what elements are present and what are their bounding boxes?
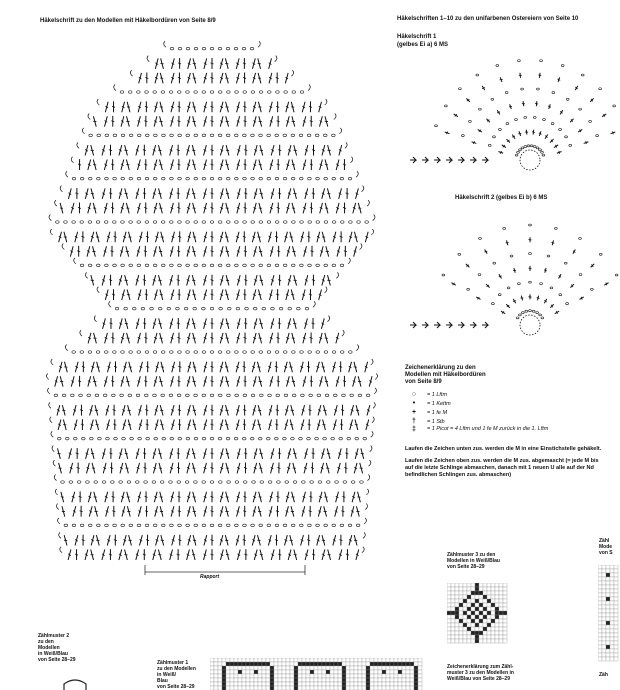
chain-stitch-icon: ○ [411, 391, 417, 398]
legend-item-fem [405, 408, 605, 417]
count1-grid [210, 658, 425, 690]
edge-right-bottom: Zäh [599, 672, 608, 678]
edge-grid-cells [598, 565, 618, 661]
legend-text: = 1 Stb [427, 418, 445, 425]
single-crochet-icon: + [411, 409, 417, 416]
double-crochet-icon: † [412, 418, 416, 425]
egg-chart1-title: Häkelschrift 1 [397, 34, 437, 40]
count3-caption-line: Weiß/Blau von Seite 28–29 [447, 676, 510, 682]
count3-grid-cells [447, 583, 507, 643]
count3-caption-line: Zeichenerklärung zum Zähl- [447, 664, 514, 670]
count2-motif [60, 678, 90, 690]
edge-line: Zähl [599, 538, 610, 544]
legend-text: = 1 fe M [427, 409, 448, 416]
main-chart-title: Häkelschrift zu den Modellen mit Häkelbordüren von Seite 8/9 [40, 18, 216, 24]
legend [405, 365, 605, 479]
legend-text: = 1 Lftm [427, 391, 448, 398]
count3-title-line: Modellen in Weiß/Blau [447, 558, 500, 564]
count1-title-line: in Weiß/ [157, 672, 177, 678]
count1-grid-cells [210, 658, 422, 690]
count2-title-line: Modellen [38, 645, 60, 651]
edge-line: Mode [599, 544, 613, 550]
count1-title-line: von Seite 28–29 [157, 684, 195, 690]
count3-title-line: von Seite 28–29 [447, 564, 485, 570]
count2-title-line: in Weiß/Blau [38, 651, 68, 657]
legend-paragraph-2: Laufen die Zeichen oben zus. werden die M zus. abgemascht (= jede M bis auf die letzte Schlinge abmaschen, danach mit 1 neuen U alle auf der Nd befindlichen Schlingen zus. abmaschen) [405, 458, 599, 478]
legend-item-picot [405, 426, 605, 440]
slip-stitch-icon: • [412, 400, 416, 407]
count1-title-line: Blau [157, 678, 168, 684]
egg-charts-title: Häkelschriften 1–10 zu den unifarbenen Ostereiern von Seite 10 [397, 16, 579, 22]
legend-title-1: Zeichenerklärung zu den [405, 365, 476, 371]
legend-paragraph-1: Laufen die Zeichen unten zus. werden die M in eine Einstichstelle gehäkelt. [405, 446, 602, 452]
edge-right-text [599, 538, 613, 556]
count2-title-line: zu den [38, 639, 54, 645]
count2-title-line: von Seite 28–29 [38, 657, 76, 663]
main-chart-symbols [46, 41, 377, 560]
count3-caption-line: muster 3 zu den Modellen in [447, 670, 514, 676]
count1-title-line: Zählmuster 1 [157, 660, 189, 666]
egg-chart-2-symbols [410, 224, 618, 335]
count2-title [38, 633, 76, 663]
legend-title-2: Modellen mit Häkelbordüren [405, 372, 486, 378]
count3-title-line: Zählmuster 3 zu den [447, 552, 496, 558]
edge-line: von S [599, 550, 613, 556]
egg-chart1-subtitle: (gelbes Ei a) 6 MS [397, 42, 449, 48]
legend-text: = 1 Kettm [427, 400, 451, 407]
legend-text: = 1 Picot = 4 Lftm und 1 fe M zurück in die 1. Lftm [427, 426, 549, 432]
egg-chart-1-symbols [410, 60, 620, 170]
egg-chart-2 [380, 205, 620, 355]
count1-title [157, 660, 196, 690]
legend-title-3: von Seite 8/9 [405, 379, 442, 385]
picot-icon: ‡ [412, 426, 416, 433]
edge-right-grid [598, 565, 620, 665]
legend-item-lftm [405, 390, 605, 399]
count2-title-line: Zählmuster 2 [38, 633, 70, 639]
rapport-label: Rapport [200, 574, 220, 580]
egg-chart2-title: Häkelschrift 2 (gelbes Ei b) 6 MS [455, 195, 548, 201]
legend-item-kettm [405, 399, 605, 408]
count3-title [447, 552, 500, 570]
egg-chart-1 [380, 40, 620, 200]
count3-caption [447, 664, 514, 682]
legend-item-stb [405, 417, 605, 426]
count3-grid [447, 583, 509, 645]
count1-title-line: zu den Modellen [157, 666, 196, 672]
